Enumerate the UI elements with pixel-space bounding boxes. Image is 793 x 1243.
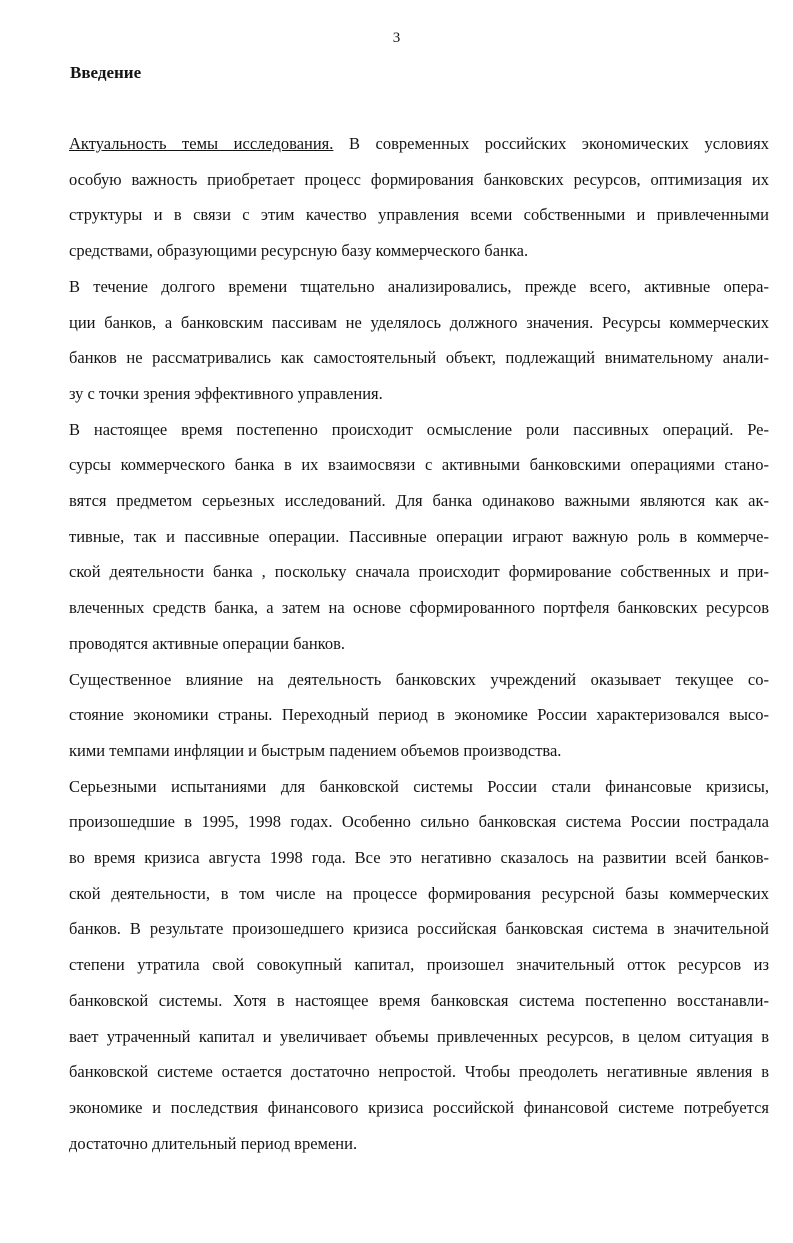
body-text [69,126,769,1161]
paragraph [69,269,769,412]
text-line: банков не рассматривались как самостоятельный объект, подлежащий внимательному анали- [69,348,769,368]
text-line: ской деятельности банка , поскольку сначала происходит формирование собственных и при- [69,562,769,582]
text-line: особую важность приобретает процесс формирования банковских ресурсов, оптимизация их [69,169,769,189]
text-line: ции банков, а банковским пассивам не уделялось должного значения. Ресурсы коммерческих [69,312,769,332]
text-line: произошедшие в 1995, 1998 годах. Особенно сильно банковская система России пострадала [69,812,769,832]
text-line: стояние экономики страны. Переходный период в экономике России характеризовался высо- [69,705,769,725]
text-line: кими темпами инфляции и быстрым падением объемов производства. [69,740,562,760]
text-line: во время кризиса августа 1998 года. Все это негативно сказалось на развитии всей банков- [69,848,769,868]
paragraph [69,662,769,769]
text-line: экономике и последствия финансового кризиса российской финансовой системе потребуется [69,1097,769,1117]
page-number: 3 [392,30,401,46]
text-line: Существенное влияние на деятельность банковских учреждений оказывает текущее со- [69,669,769,689]
text-line: тивные, так и пассивные операции. Пассивные операции играют важную роль в коммерче- [69,526,769,546]
paragraph [69,126,769,269]
text-line: Актуальность темы исследования. В современных российских экономических условиях [69,134,769,153]
text-line: Серьезными испытаниями для банковской системы России стали финансовые кризисы, [69,776,769,796]
text-line: достаточно длительный период времени. [69,1133,358,1153]
text-line: вятся предметом серьезных исследований. Для банка одинаково важными являются как ак- [69,491,769,511]
text-line: проводятся активные операции банков. [69,633,346,653]
text-line: зу с точки зрения эффективного управления. [69,383,383,403]
text-line: банковской системе остается достаточно непростой. Чтобы преодолеть негативные явления в [69,1062,769,1082]
text-line: В настоящее время постепенно происходит осмысление роли пассивных операций. Ре- [69,419,769,439]
section-heading: Введение [70,63,142,82]
topic-relevance-label: Актуальность темы исследования. [69,134,334,153]
text-line: банков. В результате произошедшего кризиса российская банковская система в значительной [69,919,769,939]
paragraph [69,769,769,1162]
text-line: банковской системы. Хотя в настоящее время банковская система постепенно восстанавли- [69,990,769,1010]
text-line: степени утратила свой совокупный капитал, произошел значительный отток ресурсов из [69,955,769,975]
text-line: В течение долгого времени тщательно анализировались, прежде всего, активные опера- [69,276,769,296]
text-line: структуры и в связи с этим качество управления всеми собственными и привлеченными [69,205,769,225]
text-line: вает утраченный капитал и увеличивает объемы привлеченных ресурсов, в целом ситуация в [69,1026,769,1046]
text-line: сурсы коммерческого банка в их взаимосвязи с активными банковскими операциями стано- [69,455,769,475]
text-line: влеченных средств банка, а затем на основе сформированного портфеля банковских ресурсов [69,598,769,618]
text-line: средствами, образующими ресурсную базу коммерческого банка. [69,241,529,261]
paragraph [69,412,769,662]
text-line: ской деятельности, в том числе на процессе формирования ресурсной базы коммерческих [69,883,769,903]
